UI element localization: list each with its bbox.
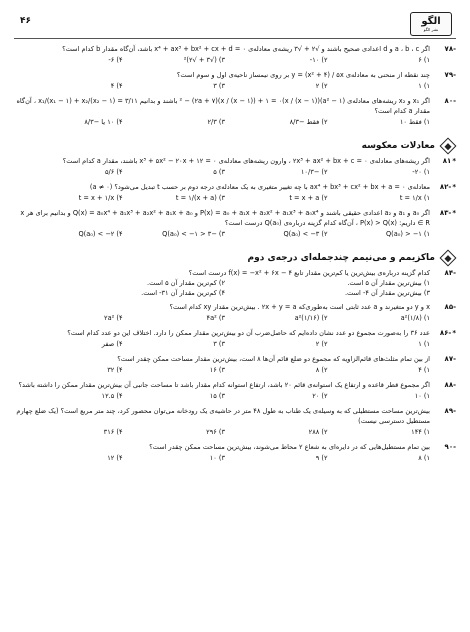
options-row: [14, 391, 430, 402]
option-1[interactable]: ۱) ۱: [418, 340, 430, 348]
question-number: * -۸۲: [440, 182, 456, 192]
option-3[interactable]: ۳) ۱۶: [209, 366, 225, 374]
option-1[interactable]: ۱) ۲۰-: [412, 168, 430, 176]
option-3[interactable]: ۳) ۴a²: [206, 314, 225, 322]
section-heading-reciprocal-equations: [14, 140, 456, 152]
options-row: [14, 279, 430, 288]
question-number: -۸۷: [444, 355, 456, 363]
option-2[interactable]: ۲) فقط −۸/۳: [289, 118, 328, 126]
option-2[interactable]: ۲) t = x + a: [289, 194, 328, 202]
options-row: [14, 55, 430, 66]
option-1[interactable]: ۱) ۶: [418, 56, 430, 64]
question-number: -۷۸: [444, 45, 456, 53]
option-2[interactable]: ۲) ۲: [315, 82, 328, 90]
options-row: [14, 229, 430, 240]
option-4[interactable]: ۴) ۶-: [108, 56, 123, 64]
page-number: ۴۶: [20, 16, 31, 26]
option-2[interactable]: ۲) ۸: [315, 366, 328, 374]
question-number: * -۸۶: [440, 328, 456, 338]
option-1[interactable]: ۱) ۸: [418, 454, 430, 462]
question-number: -۸۴: [444, 269, 456, 277]
question-text: بیش‌ترین مساحت مستطیلی که به وسیله‌ی یک طناب به طول ۴۸ متر در حاشیه‌ی یک رودخانه می‌توان محصور کرد، چند متر مربع است؟ (یک ضلع چهارم مستطیل دسترسی نیست): [16, 407, 430, 425]
options-row: [14, 193, 430, 204]
option-4[interactable]: ۴) صفر: [101, 340, 123, 348]
option-4[interactable]: ۴) ۵/۶: [104, 168, 123, 176]
question-90: [14, 442, 456, 464]
section-title: ماکزیمم و می‌نیمم چندجمله‌ای درجه‌ی دوم: [247, 253, 435, 263]
question-79: [14, 70, 456, 92]
option-3[interactable]: ۳) ۵: [213, 168, 225, 176]
question-88: [14, 380, 456, 402]
option-4[interactable]: ۴) ۳۱۶: [103, 428, 123, 436]
option-4[interactable]: ۴) ۱۲: [107, 454, 123, 462]
question-78: [14, 44, 456, 66]
option-4[interactable]: ۴) ۱۰ یا −۸/۳: [84, 118, 123, 126]
option-3[interactable]: ۳) ۱۵: [209, 392, 225, 400]
option-3[interactable]: ۳) ۳: [213, 82, 225, 90]
question-89: [14, 406, 456, 438]
question-number: -۸۸: [444, 381, 456, 389]
question-text: معادله‌ی ax⁴ + bx³ + cx² + bx + a = ۰ با چه تغییر متغیری به یک معادله‌ی درجه دوم بر حسب t تبدیل می‌شود؟ (a ≠ ۰): [89, 183, 430, 191]
diamond-bullet-icon: [440, 250, 457, 267]
options-row: [14, 81, 430, 92]
option-4[interactable]: ۴) ۲a²: [104, 314, 123, 322]
option-2[interactable]: ۲) ۲۸۸: [308, 428, 328, 436]
question-84: [14, 268, 456, 298]
question-number: -۸۹: [444, 407, 456, 415]
option-1[interactable]: ۱) ۱۴۴: [411, 428, 430, 436]
question-text: عدد ۳۶ را به‌صورت مجموع دو عدد نشان داده‌ایم که حاصل‌ضرب آن دو بیش‌ترین مقدار ممکن را دارد. اختلاف این دو عدد کدام است؟: [67, 329, 430, 337]
option-1[interactable]: ۱) t = ۱/x: [399, 194, 430, 202]
logo-mark: الگو: [421, 15, 441, 27]
option-3[interactable]: ۳) −۳ < Q(a₀) < −۱: [162, 230, 225, 238]
question-82: [14, 182, 456, 204]
options-row: [14, 289, 430, 298]
question-83: [14, 208, 456, 240]
option-1[interactable]: ۱) Q(a₀) > −۱: [385, 230, 430, 238]
question-number: * ۸۱: [443, 156, 456, 166]
option-3[interactable]: ۳) ۱۰: [209, 454, 225, 462]
publisher-logo: [410, 12, 452, 36]
question-number: * -۸۳: [440, 208, 456, 218]
options-row: [14, 365, 430, 376]
options-row: [14, 453, 430, 464]
question-text: x و y دو متغیرند و a عدد ثابتی است به‌طوری‌که ۲x + y = a . بیش‌ترین مقدار xy کدام است؟: [169, 303, 430, 311]
question-81: [14, 156, 456, 178]
option-1[interactable]: ۱) ۴: [418, 366, 430, 374]
option-2[interactable]: ۲) ۲۰: [312, 392, 328, 400]
question-80: [14, 96, 456, 128]
option-4[interactable]: ۴) ۳۲: [107, 366, 123, 374]
question-number: -۹۰: [444, 443, 456, 451]
option-4[interactable]: ۴) ۱۲.۵: [101, 392, 123, 400]
question-text: اگر ریشه‌های معادله‌ی ۲x³ + ax² + bx + c = ۰ ، وارون ریشه‌های معادله‌ی x³ + ۵x² − ۲۰x + ۱۲ = ۰ باشند، مقدار a کدام است؟: [62, 157, 430, 165]
option-1[interactable]: ۱) ۱: [418, 82, 430, 90]
option-2[interactable]: ۲) Q(a₀) < −۳: [283, 230, 328, 238]
question-87: [14, 354, 456, 376]
logo-subtext: نشر الگو: [423, 26, 439, 32]
question-number: -۸۵: [444, 303, 456, 311]
section-heading-quadratic-extrema: [14, 252, 456, 264]
question-number: -۷۹: [444, 71, 456, 79]
option-1[interactable]: ۱) فقط ۱۰: [399, 118, 430, 126]
page-content: [14, 40, 456, 464]
option-1[interactable]: ۱) ۱۰: [414, 392, 430, 400]
option-2[interactable]: ۲) ۹: [315, 454, 328, 462]
option-4[interactable]: ۴) t = x + ۱/x: [78, 194, 123, 202]
option-1[interactable]: ۱) (۱/۸)a²: [400, 314, 430, 322]
option-3[interactable]: ۳) بیش‌ترین مقدار آن ۴- است.: [344, 289, 430, 297]
question-text: اگر a₀ و a₁ و a₂ اعدادی حقیقی باشند و P(x) = a₀ + a₁x + a₂x² + a₁x³ + a₀x⁴ و Q(x) = a₀x⁴ + a₁x³ + a₂x² + a₁x + a₀ و بدانیم برای هر x ∈ R داریم: P(x) > Q(x) ، آن‌گاه کدام گزینه درباره‌ی Q(a₀) درست است؟: [20, 209, 430, 227]
question-text: بین تمام مستطیل‌هایی که در دایره‌ای به شعاع ۲ محاط می‌شوند، بیش‌ترین مساحت ممکن چقدر است؟: [149, 443, 430, 451]
option-3[interactable]: ۳) ۳: [213, 340, 225, 348]
diamond-bullet-icon: [440, 138, 457, 155]
option-2[interactable]: ۲) (۱/۱۶)a²: [294, 314, 328, 322]
question-text: چند نقطه از منحنی به معادله‌ی y = (x² + ۴) / ۵x بر روی نیمساز ناحیه‌ی اول و سوم است؟: [176, 71, 430, 79]
question-85: [14, 302, 456, 324]
question-text: اگر مجموع قطر قاعده و ارتفاع یک استوانه‌ی قائم ۲۰ باشد، ارتفاع استوانه کدام مقدار باشد تا مساحت جانبی آن بیش‌ترین مقدار ممکن را داشته باشد؟: [18, 381, 430, 389]
section-title: معادلات معکوسه: [361, 141, 435, 151]
question-number: -۸۰: [444, 97, 456, 105]
question-text: کدام گزینه درباره‌ی بیش‌ترین یا کم‌ترین مقدار تابع f(x) = −x² + ۶x − ۴ درست است؟: [188, 269, 430, 277]
option-3[interactable]: ۳) ۲/۳: [207, 118, 225, 126]
options-row: [14, 427, 430, 438]
option-4[interactable]: ۴) کم‌ترین مقدار آن ۳۱- است.: [141, 289, 225, 297]
question-text: اگر x₁ و x₂ ریشه‌های معادله‌ی (a² − ۱)(x / (x − ۱))² − (۲a + ۷)(x / (x − ۱)) + ۱ = ۰ باشند و بدانیم x₁/(x₁ − ۱) + x₂/(x₂ − ۱) = ۳/۱۱ ، آن‌گاه مقدار a کدام است؟: [16, 97, 430, 115]
question-text: از بین تمام مثلث‌های قائم‌الزاویه که مجموع دو ضلع قائم آن‌ها ۸ است، بیش‌ترین مقدار مساحت ممکن چقدر است؟: [117, 355, 430, 363]
option-3[interactable]: ۳) ۲۹۶: [206, 428, 225, 436]
option-2[interactable]: ۲) ۱۰-: [309, 56, 328, 64]
option-4[interactable]: ۴) Q(a₀) < −۲: [78, 230, 123, 238]
question-86: [14, 328, 456, 350]
question-text: اگر a ، b ، c و d اعدادی صحیح باشند و √۲ + √۳ ریشه‌ی معادله‌ی x⁴ + ax³ + bx² + cx + d = ۰ باشد، آن‌گاه مقدار b کدام است؟: [62, 45, 430, 53]
option-2[interactable]: ۲) −۱۰/۳: [300, 168, 328, 176]
option-2[interactable]: ۲) کم‌ترین مقدار آن ۵ است.: [147, 279, 225, 287]
header-rule: [14, 38, 456, 39]
options-row: [14, 167, 430, 178]
option-3[interactable]: ۳) (√۳ + √۲)²: [183, 56, 225, 64]
option-1[interactable]: ۱) بیش‌ترین مقدار آن ۵ است.: [347, 279, 430, 287]
options-row: [14, 339, 430, 350]
options-row: [14, 313, 430, 324]
options-row: [14, 117, 430, 128]
option-3[interactable]: ۳) t = ۱/(x + a): [175, 194, 225, 202]
option-2[interactable]: ۲) ۲: [315, 340, 328, 348]
option-4[interactable]: ۴) ۴: [110, 82, 123, 90]
